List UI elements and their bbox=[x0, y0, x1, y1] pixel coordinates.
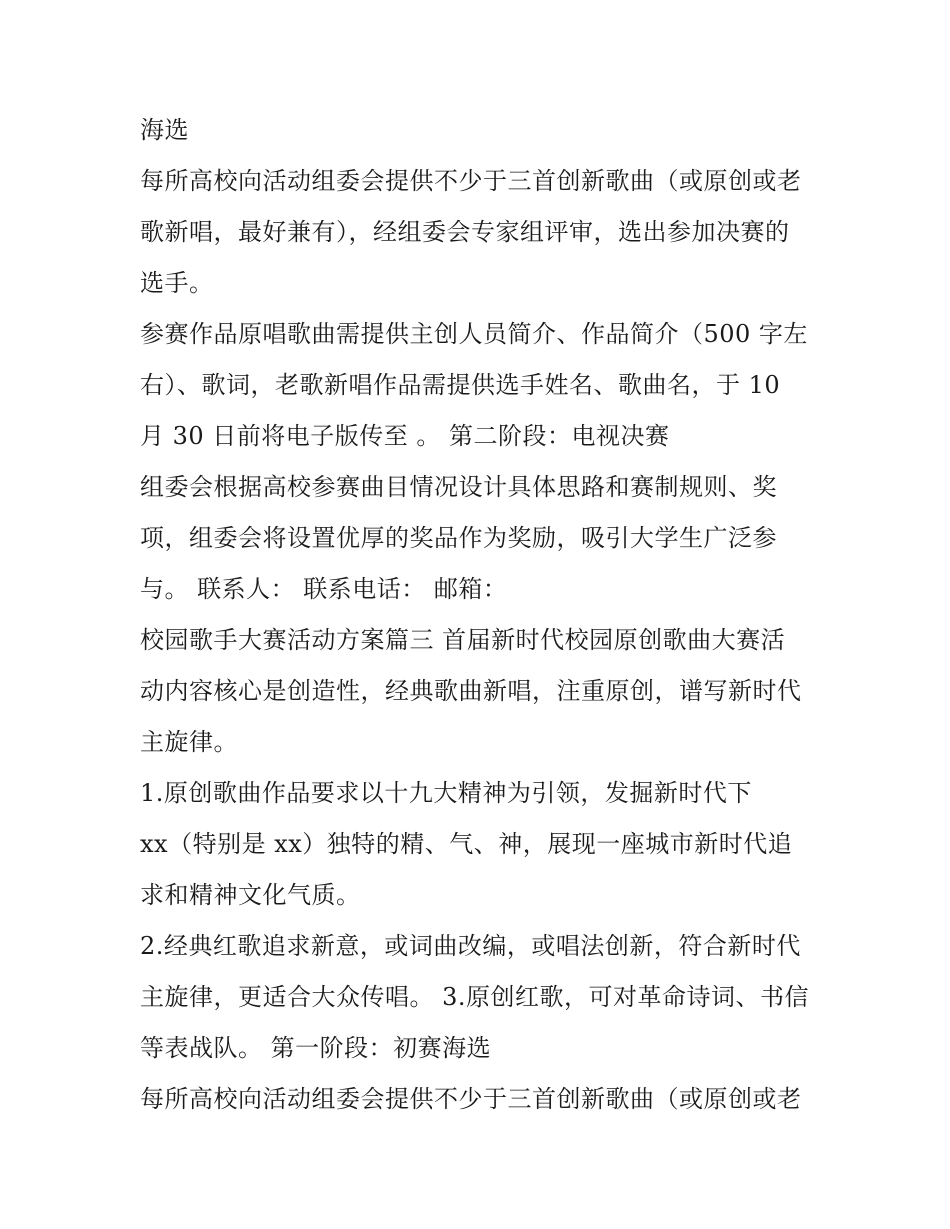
text-line-17: 2.经典红歌追求新意，或词曲改编，或唱法创新，符合新时代 bbox=[140, 932, 801, 960]
text-line-5: 参赛作品原唱歌曲需提供主创人员简介、作品简介（500 字左 bbox=[140, 320, 808, 348]
text-line-4: 选手。 bbox=[140, 269, 214, 297]
text-line-8: 组委会根据高校参赛曲目情况设计具体思路和赛制规则、奖 bbox=[140, 473, 777, 501]
text-line-20: 每所高校向活动组委会提供不少于三首创新歌曲（或原创或老 bbox=[140, 1085, 802, 1113]
text-line-3: 歌新唱，最好兼有），经组委会专家组评审，选出参加决赛的 bbox=[140, 218, 790, 246]
text-line-10: 与。 联系人： 联系电话： 邮箱： bbox=[140, 575, 508, 603]
text-line-16: 求和精神文化气质。 bbox=[140, 881, 361, 909]
text-line-15: xx（特别是 xx）独特的精、气、神，展现一座城市新时代追 bbox=[140, 830, 793, 858]
text-line-14: 1.原创歌曲作品要求以十九大精神为引领，发掘新时代下 bbox=[140, 779, 752, 807]
text-line-18: 主旋律，更适合大众传唱。 3.原创红歌，可对革命诗词、书信 bbox=[140, 983, 810, 1011]
text-line-9: 项，组委会将设置优厚的奖品作为奖励，吸引大学生广泛参 bbox=[140, 524, 777, 552]
text-line-2: 每所高校向活动组委会提供不少于三首创新歌曲（或原创或老 bbox=[140, 167, 802, 195]
text-line-1: 海选 bbox=[140, 116, 189, 144]
text-line-12: 动内容核心是创造性，经典歌曲新唱，注重原创，谱写新时代 bbox=[140, 677, 802, 705]
text-line-6: 右）、歌词，老歌新唱作品需提供选手姓名、歌曲名，于 10 bbox=[140, 371, 781, 399]
text-line-7: 月 30 日前将电子版传至 。 第二阶段：电视决赛 bbox=[140, 422, 670, 450]
text-line-13: 主旋律。 bbox=[140, 728, 238, 756]
document-body bbox=[140, 108, 820, 1128]
text-line-11: 校园歌手大赛活动方案篇三 首届新时代校园原创歌曲大赛活 bbox=[140, 626, 786, 654]
text-line-19: 等表战队。 第一阶段：初赛海选 bbox=[140, 1034, 492, 1062]
